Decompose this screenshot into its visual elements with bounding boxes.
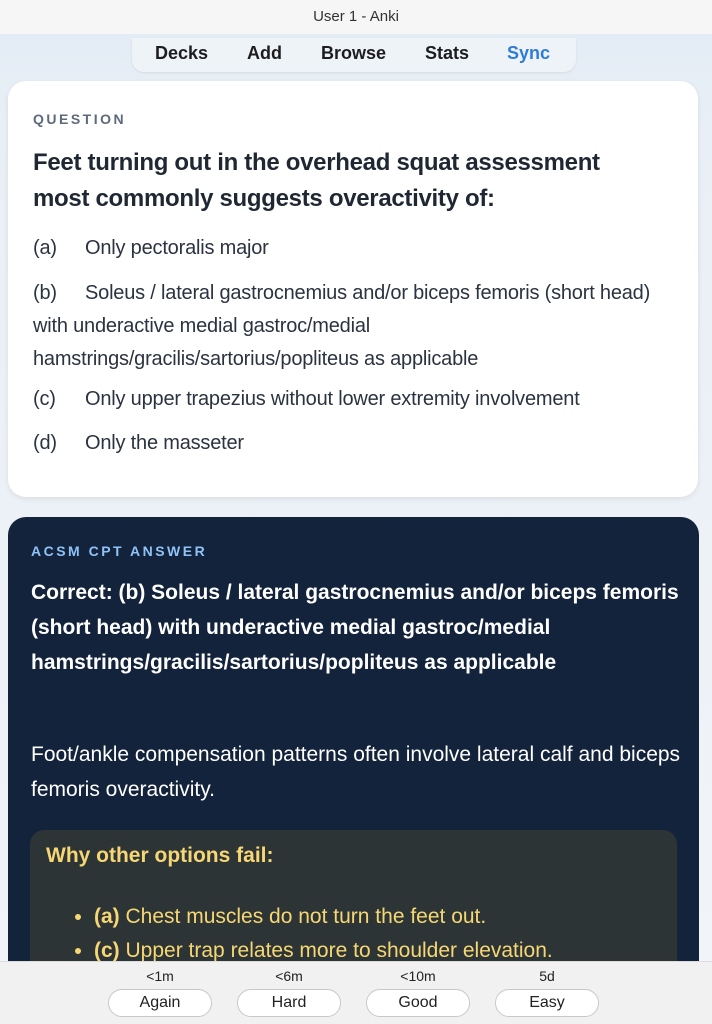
why-item-text: Upper trap relates more to shoulder elevation. (125, 939, 553, 961)
correct-answer: Correct: (b) Soleus / lateral gastrocnemius and/or biceps femoris (short head) with underactive medial gastroc/medial hamstrings/gracilis/sartorius/popliteus as applicable (31, 581, 679, 674)
toolbar-browse[interactable]: Browse (321, 43, 387, 63)
ease-hard (237, 967, 341, 1017)
ease-easy (495, 967, 599, 1017)
easy-button[interactable]: Easy (495, 989, 599, 1017)
option-b (33, 277, 663, 376)
option-text: Soleus / lateral gastrocnemius and/or biceps femoris (short head) with underactive medial gastroc/medial hamstrings/gracilis/sartorius/popliteus as applicable (33, 282, 651, 370)
toolbar-sync[interactable]: Sync (507, 43, 551, 63)
answer-panel (8, 517, 699, 961)
list-item (94, 934, 674, 961)
window-title: User 1 - Anki (0, 0, 712, 34)
again-button[interactable]: Again (108, 989, 212, 1017)
toolbar-add[interactable]: Add (247, 43, 282, 63)
toolbar-decks[interactable]: Decks (155, 43, 209, 63)
due-interval: <10m (400, 968, 436, 984)
why-list (70, 900, 674, 961)
why-other-options-box (30, 830, 677, 961)
option-key: (d) (33, 432, 57, 454)
review-area[interactable] (0, 34, 712, 961)
question-text: Feet turning out in the overhead squat assessment most commonly suggests overactivity of: (33, 149, 600, 212)
ease-again (108, 967, 212, 1017)
option-key: (c) (33, 388, 56, 410)
why-item-key: (c) (94, 939, 120, 961)
answer-button-bar (0, 961, 712, 1024)
question-card (8, 81, 698, 497)
ease-good (366, 967, 470, 1017)
option-key: (a) (33, 237, 57, 259)
answer-explanation: Foot/ankle compensation patterns often involve lateral calf and biceps femoris overactivity. (31, 743, 681, 801)
option-text: Only upper trapezius without lower extremity involvement (85, 388, 580, 410)
option-c (33, 383, 663, 416)
due-interval: 5d (539, 968, 555, 984)
good-button[interactable]: Good (366, 989, 470, 1017)
option-d (33, 427, 663, 460)
due-interval: <1m (146, 968, 174, 984)
option-key: (b) (33, 282, 57, 304)
list-item (94, 900, 674, 934)
option-text: Only the masseter (85, 432, 244, 454)
question-eyebrow: QUESTION (33, 111, 127, 127)
due-interval: <6m (275, 968, 303, 984)
hard-button[interactable]: Hard (237, 989, 341, 1017)
answer-eyebrow: ACSM CPT ANSWER (31, 543, 208, 559)
option-a (33, 232, 663, 265)
toolbar-stats[interactable]: Stats (425, 43, 470, 63)
option-text: Only pectoralis major (85, 237, 269, 259)
why-title: Why other options fail: (46, 844, 274, 867)
why-item-text: Chest muscles do not turn the feet out. (125, 905, 487, 928)
why-item-key: (a) (94, 905, 120, 928)
top-toolbar (132, 38, 576, 72)
